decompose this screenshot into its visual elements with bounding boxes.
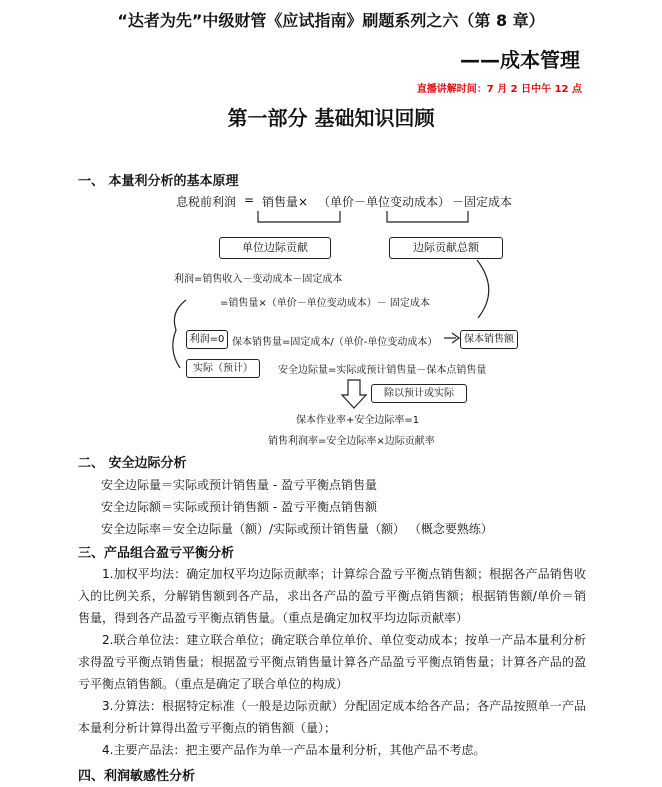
rate-line2: 销售利润率=安全边际率×边际贡献率 — [268, 436, 435, 447]
section1-heading: 一、 本量利分析的基本原理 — [78, 174, 239, 189]
down-arrow — [342, 380, 366, 408]
formula-fixed: －固定成本 — [452, 195, 513, 209]
section2-heading: 二、 安全边际分析 — [78, 456, 187, 471]
live-time-note: 直播讲解时间：7 月 2 日中午 12 点 — [416, 84, 582, 95]
document-title: “达者为先”中级财管《应试指南》刷题系列之六（第 8 章） — [117, 11, 545, 30]
left-brace — [173, 300, 186, 368]
box-actual-estimate: 实际（预计） — [186, 359, 260, 378]
section4-heading: 四、利润敏感性分析 — [78, 769, 196, 784]
document-subtitle: ——成本管理 — [460, 48, 580, 72]
safety-line-amount: 安全边际额＝实际或预计销售额 - 盈亏平衡点销售额 — [101, 500, 377, 514]
formula-paren: （单价－单位变动成本） — [318, 195, 451, 209]
profit-line1: 利润=销售收入－变动成本－固定成本 — [174, 274, 343, 285]
box-breakeven-sales: 保本销售额 — [460, 330, 518, 349]
safety-line-quantity: 安全边际量＝实际或预计销售量 - 盈亏平衡点销售量 — [101, 478, 377, 492]
breakeven-formula: 保本销售量=固定成本/（单价-单位变动成本） — [232, 337, 438, 348]
paragraph-joint-unit: 2.联合单位法：建立联合单位；确定联合单位单价、单位变动成本；按单一产品本量利分析求得盈亏平衡点销售量；根据盈亏平衡点销售量计算各产品盈亏平衡点销售量；计算各产品的盈亏平衡点销售额。（重点是确定了联合单位的构成） — [78, 633, 586, 691]
formula-left: 息税前利润 — [176, 195, 237, 209]
box-total-margin: 边际贡献总额 — [389, 237, 503, 259]
box-divide: 除以预计或实际 — [371, 384, 467, 403]
section3-heading: 三、产品组合盈亏平衡分析 — [78, 546, 235, 561]
part-title: 第一部分 基础知识回顾 — [227, 106, 435, 130]
formula-eq: = — [244, 193, 255, 207]
safety-line-rate: 安全边际率＝安全边际量（额）/实际或预计销售量（额） （概念要熟练） — [101, 522, 493, 536]
box-unit-margin: 单位边际贡献 — [219, 237, 331, 259]
paragraph-main-product: 4.主要产品法：把主要产品作为单一产品本量利分析，其他产品不考虑。 — [102, 743, 486, 757]
box-profit-zero: 利润=0 — [186, 330, 228, 349]
rate-line1: 保本作业率+安全边际率=1 — [296, 415, 420, 426]
bracket-unit-margin — [258, 211, 340, 222]
safety-formula: 安全边际量=实际或预计销售量－保本点销售量 — [278, 365, 487, 376]
formula-qty: 销售量× — [262, 195, 309, 209]
bracket-total-margin — [387, 211, 468, 222]
paragraph-weighted-average: 1.加权平均法：确定加权平均边际贡献率；计算综合盈亏平衡点销售额；根据各产品销售收入的比例关系，分解销售额到各产品，求出各产品的盈亏平衡点销售额；根据销售额/单价＝销售量，得到各产品盈亏平衡点销售量。（重点是确定加权平均边际贡献率） — [78, 567, 586, 625]
profit-line2: =销售量×（单价－单位变动成本）－ 固定成本 — [220, 298, 430, 309]
paragraph-allocation: 3.分算法：根据特定标准（一般是边际贡献）分配固定成本给各产品；各产品按照单一产品本量利分析计算得出盈亏平衡点的销售额（量）； — [78, 699, 586, 735]
right-curve-connector — [477, 260, 489, 318]
